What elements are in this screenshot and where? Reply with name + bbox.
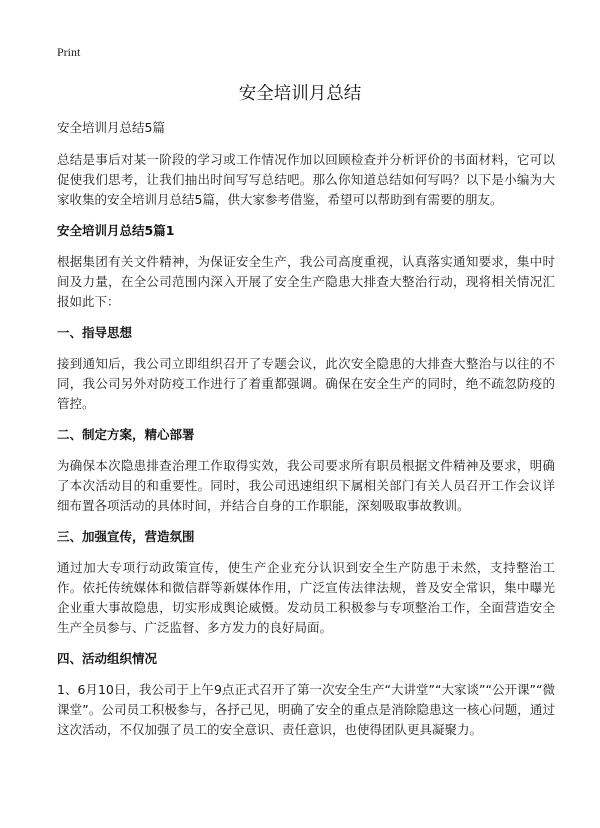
page-title: 安全培训月总结 <box>238 84 362 104</box>
article-intro-paragraph: 根据集团有关文件精神，为保证安全生产，我公司高度重视，认真落实通知要求，集中时间及力量，在全公司范围内深入开展了安全生产隐患大排查大整治行动，现将相关情况汇报如此下： <box>57 254 555 309</box>
section-heading: 三、加强宣传，营造氛围 <box>57 529 195 544</box>
section-paragraph: 为确保本次隐患排查治理工作取得实效，我公司要求所有职员根据文件精神及要求，明确了本次活动目的和重要性。同时，我公司迅速组织下属相关部门有关人员召开工作会议详细布置各项活动的具体时间，并结合自身的工作职能，深刻吸取事故教训。 <box>57 458 555 513</box>
section-paragraph: 接到通知后，我公司立即组织召开了专题会议，此次安全隐患的大排查大整治与以往的不同，我公司另外对防疫工作进行了着重都强调。确保在安全生产的同时，绝不疏忽防疫的管控。 <box>57 356 555 411</box>
section-paragraph: 通过加大专项行动政策宣传，使生产企业充分认识到安全生产防患于未然，支持整治工作。依托传统媒体和微信群等新媒体作用，广泛宣传法律法规，普及安全常识，集中曝光企业重大事故隐患，切实形成舆论威慑。发动员工积极参与专项整治工作，全面营造安全生产全员参与、广泛监督、多方发力的良好局面。 <box>57 560 555 635</box>
document-body <box>57 118 555 751</box>
article-heading: 安全培训月总结5篇1 <box>57 223 175 238</box>
print-label[interactable]: Print <box>57 45 81 59</box>
section-heading: 四、活动组织情况 <box>57 651 158 666</box>
section-heading: 二、制定方案，精心部署 <box>57 427 195 442</box>
document-subtitle: 安全培训月总结5篇 <box>57 120 165 135</box>
section-paragraph: 1、6月10日，我公司于上午9点正式召开了第一次安全生产“大讲堂”“大家谈”“公开课”“微课堂”。公司员工积极参与，各抒己见，明确了安全的重点是消除隐患这一核心问题，通过这次活动，不仅加强了员工的安全意识、责任意识，也使得团队更具凝聚力。 <box>57 682 555 737</box>
section-heading: 一、指导思想 <box>57 325 133 340</box>
intro-paragraph: 总结是事后对某一阶段的学习或工作情况作加以回顾检查并分析评价的书面材料，它可以促使我们思考，让我们抽出时间写写总结吧。那么你知道总结如何写吗？以下是小编为大家收集的安全培训月总结5篇，供大家参考借鉴，希望可以帮助到有需要的朋友。 <box>57 152 555 207</box>
